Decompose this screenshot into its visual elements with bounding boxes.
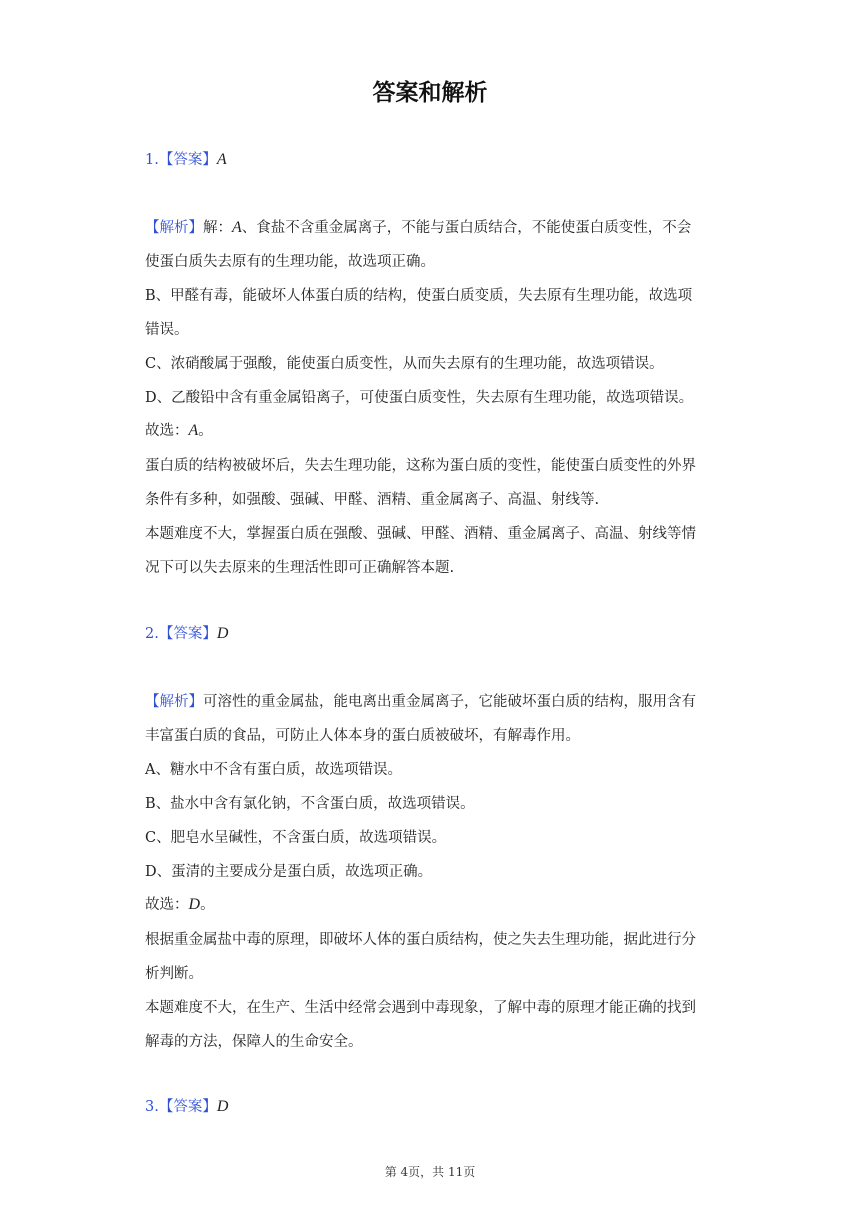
q2-answer-label: 2.【答案】 [145, 626, 217, 642]
q1-answer-line [145, 150, 227, 170]
q2-analysis-line-8: 根据重金属盐中毒的原理，即破坏人体的蛋白质结构，使之失去生理功能，据此进行分 [145, 932, 696, 948]
q1-analysis-line-7 [145, 421, 213, 441]
q1-answer-value: A [216, 151, 227, 168]
q1-text: 解： [203, 220, 232, 236]
q1-analysis-line-5: C、浓硝酸属于强酸，能使蛋白质变性，从而失去原有的生理功能，故选项错误。 [145, 356, 664, 372]
q2-analysis-line-9: 析判断。 [145, 966, 203, 982]
q1-text: A [188, 422, 199, 439]
q2-analysis-line-1 [145, 692, 696, 712]
q2-analysis-line-3: A、糖水中不含有蛋白质，故选项错误。 [145, 762, 402, 778]
q1-text: A [232, 219, 242, 236]
q2-text: 可溶性的重金属盐，能电离出重金属离子，它能破坏蛋白质的结构，服用含有 [203, 694, 696, 710]
q1-analysis-line-10: 本题难度不大，掌握蛋白质在强酸、强碱、甲醛、酒精、重金属离子、高温、射线等情 [145, 526, 696, 542]
q1-analysis-line-4: 错误。 [145, 322, 189, 338]
page-title: 答案和解析 [372, 80, 488, 106]
q2-analysis-line-2: 丰富蛋白质的食品，可防止人体本身的蛋白质被破坏，有解毒作用。 [145, 728, 580, 744]
q1-analysis-line-8: 蛋白质的结构被破坏后，失去生理功能，这称为蛋白质的变性，能使蛋白质变性的外界 [145, 458, 696, 474]
q2-answer-value: D [216, 625, 229, 642]
q2-analysis-line-4: B、盐水中含有氯化钠，不含蛋白质，故选项错误。 [145, 796, 475, 812]
q1-text: 故选： [145, 423, 189, 439]
q1-analysis-line-1 [145, 218, 691, 238]
q2-answer-line [145, 624, 228, 644]
q3-answer-value: D [216, 1098, 229, 1115]
q2-analysis-label: 【解析】 [145, 694, 203, 710]
q1-analysis-line-9: 条件有多种，如强酸、强碱、甲醛、酒精、重金属离子、高温、射线等. [145, 492, 600, 508]
q2-analysis-line-10: 本题难度不大，在生产、生活中经常会遇到中毒现象，了解中毒的原理才能正确的找到 [145, 1000, 696, 1016]
q1-analysis-label: 【解析】 [145, 220, 203, 236]
q1-text: 。 [198, 423, 213, 439]
q1-answer-label: 1.【答案】 [145, 152, 217, 168]
q1-analysis-line-11: 况下可以失去原来的生理活性即可正确解答本题. [145, 560, 455, 576]
page-footer: 第 4页，共 11页 [384, 1165, 476, 1179]
q2-analysis-line-6: D、蛋清的主要成分是蛋白质，故选项正确。 [145, 864, 433, 880]
q1-text: 、食盐不含重金属离子，不能与蛋白质结合，不能使蛋白质变性，不会 [241, 220, 692, 236]
q1-analysis-line-2: 使蛋白质失去原有的生理功能，故选项正确。 [145, 254, 435, 270]
q2-analysis-line-11: 解毒的方法，保障人的生命安全。 [145, 1034, 363, 1050]
q1-analysis-line-6: D、乙酸铅中含有重金属铅离子，可使蛋白质变性，失去原有生理功能，故选项错误。 [145, 390, 694, 406]
q1-analysis-line-3: B、甲醛有毒，能破坏人体蛋白质的结构，使蛋白质变质，失去原有生理功能，故选项 [145, 288, 693, 304]
q2-analysis-line-5: C、肥皂水呈碱性，不含蛋白质，故选项错误。 [145, 830, 447, 846]
q3-answer-line [145, 1097, 228, 1117]
q2-analysis-line-7 [145, 895, 215, 915]
q2-text: D [188, 896, 201, 913]
q3-answer-label: 3.【答案】 [145, 1099, 217, 1115]
q2-text: 故选： [145, 897, 189, 913]
q2-text: 。 [200, 897, 215, 913]
